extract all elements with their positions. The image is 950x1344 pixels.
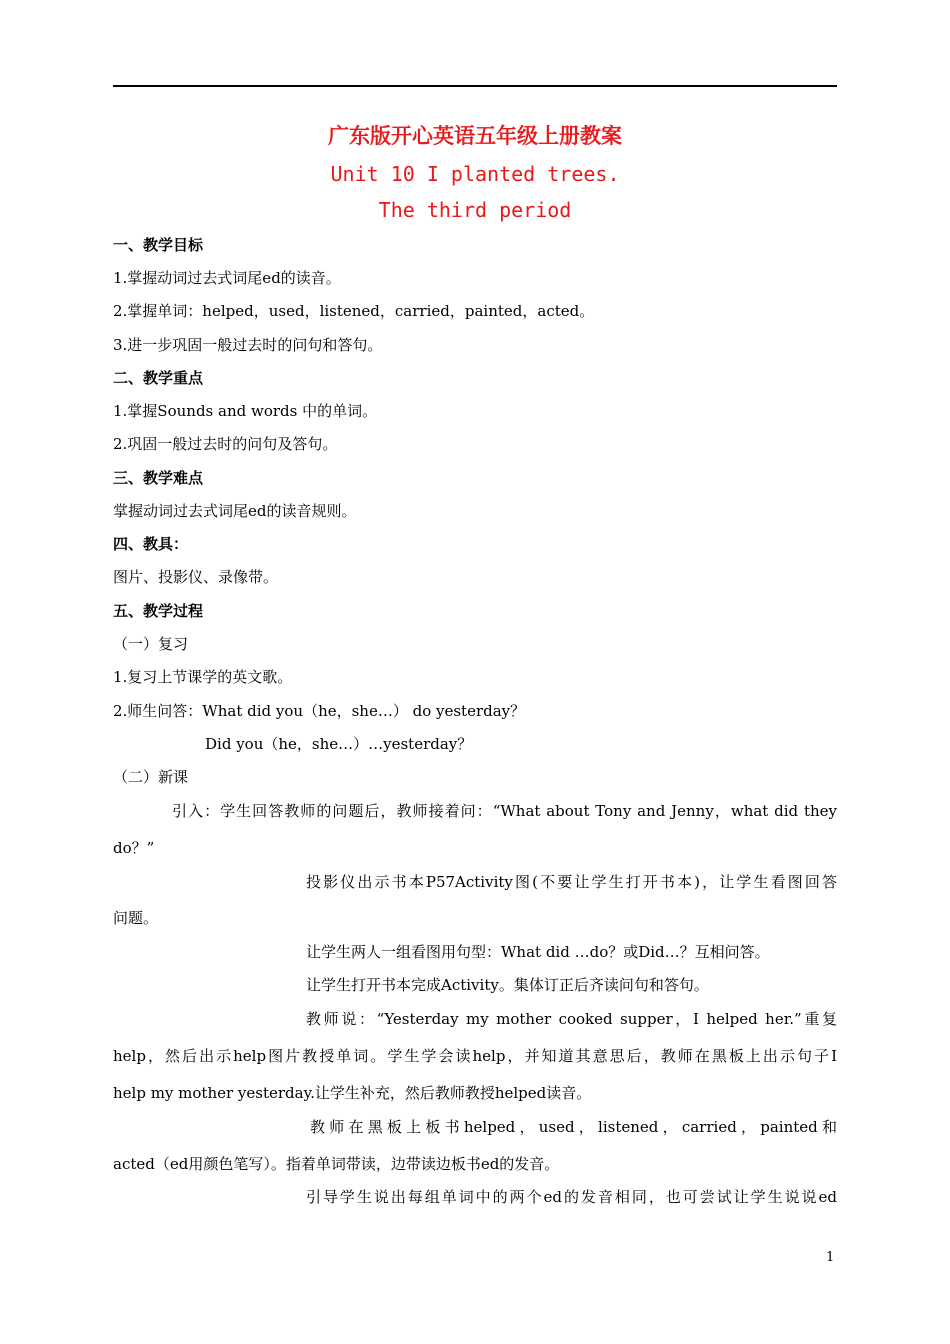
section-heading-key-points: 二、教学重点 [113,369,204,387]
unit-title: Unit 10 I planted trees. [330,162,620,186]
paragraph-intro-line2: do？” [113,839,155,857]
section-heading-process: 五、教学过程 [113,602,204,620]
paragraph-activity: 让学生打开书本完成Activity。集体订正后齐读问句和答句。 [306,976,709,994]
section-heading-teaching-aids: 四、教具： [113,535,189,553]
header-rule [113,85,837,87]
subsection-review: （一）复习 [113,635,189,653]
review-item: 1.复习上节课学的英文歌。 [113,668,293,686]
objective-item: 2.掌握单词：helped，used，listened，carried，painted，acted。 [113,302,595,320]
teaching-aids-item: 图片、投影仪、录像带。 [113,568,279,586]
paragraph-teacher-says-line2: help，然后出示help图片教授单词。学生学会读help，并知道其意思后，教师在黑板上出示句子I [113,1047,837,1065]
section-heading-difficulties: 三、教学难点 [113,469,204,487]
section-heading-objectives: 一、教学目标 [113,236,204,254]
paragraph-projector-line2: 问题。 [113,909,159,927]
paragraph-intro-line1: 引入：学生回答教师的问题后，教师接着问：“What about Tony and Jenny，what did they [172,802,837,820]
subsection-new-lesson: （二）新课 [113,768,189,786]
objective-item: 1.掌握动词过去式词尾ed的读音。 [113,269,341,287]
paragraph-teacher-says-line1: 教师说：“Yesterday my mother cooked supper，I helped her.”重复 [306,1010,837,1028]
period-title: The third period [378,198,572,222]
review-item: 2.师生问答：What did you（he，she…） do yesterday？ [113,702,526,720]
difficulty-item: 掌握动词过去式词尾ed的读音规则。 [113,502,357,520]
paragraph-projector-line1: 投影仪出示书本P57Activity图(不要让学生打开书本)，让学生看图回答 [306,873,837,891]
key-point-item: 1.掌握Sounds and words 中的单词。 [113,402,378,420]
paragraph-guide: 引导学生说出每组单词中的两个ed的发音相同，也可尝试让学生说说ed [306,1188,837,1206]
key-point-item: 2.巩固一般过去时的问句及答句。 [113,435,338,453]
document-title: 广东版开心英语五年级上册教案 [328,123,622,148]
review-item-continued: Did you（he，she…）…yesterday？ [205,735,473,753]
paragraph-blackboard-line2: acted（ed用颜色笔写）。指着单词带读，边带读边板书ed的发音。 [113,1155,560,1173]
objective-item: 3.进一步巩固一般过去时的问句和答句。 [113,336,383,354]
paragraph-pair-work: 让学生两人一组看图用句型：What did …do？或Did…？互相问答。 [306,943,770,961]
page-number: 1 [826,1250,835,1265]
paragraph-blackboard-line1: 教师在黑板上板书helped，used，listened，carried，painted和 [310,1118,837,1136]
paragraph-teacher-says-line3: help my mother yesterday.让学生补充，然后教师教授helped读音。 [113,1084,592,1102]
